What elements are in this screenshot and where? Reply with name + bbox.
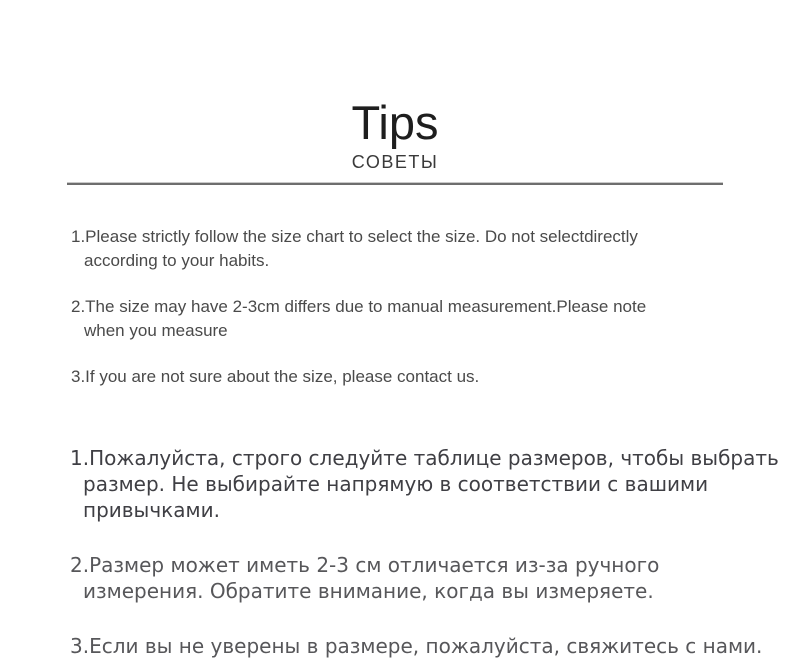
- tip-line: when you measure: [84, 321, 228, 340]
- divider: [67, 182, 723, 185]
- tip-item-en-2: [71, 295, 790, 343]
- tip-item-ru-3: [70, 633, 790, 659]
- tip-line: 3.Если вы не уверены в размере, пожалуйста, свяжитесь с нами.: [70, 634, 763, 658]
- page-title: Tips: [351, 96, 439, 149]
- tip-line: измерения. Обратите внимание, когда вы измеряете.: [83, 579, 654, 603]
- tip-line: 2.Размер может иметь 2-3 см отличается из-за ручного: [70, 553, 660, 577]
- tip-item-en-3: [71, 365, 790, 389]
- page-subtitle: СОВЕТЫ: [351, 152, 439, 172]
- tip-item-ru-1: [70, 445, 790, 523]
- tips-list-en: [71, 225, 790, 389]
- tips-list-ru: [70, 445, 790, 659]
- tip-item-ru-2: [70, 552, 790, 604]
- tip-line: 1.Пожалуйста, строго следуйте таблице размеров, чтобы выбрать: [70, 446, 779, 470]
- tip-line: размер. Не выбирайте напрямую в соответствии с вашими: [83, 472, 709, 496]
- tip-item-en-1: [71, 225, 790, 273]
- tip-line: 3.If you are not sure about the size, please contact us.: [71, 367, 480, 386]
- tip-line: 2.The size may have 2-3cm differs due to manual measurement.Please note: [71, 297, 647, 316]
- tip-line: according to your habits.: [84, 251, 270, 270]
- tip-line: 1.Please strictly follow the size chart to select the size. Do not selectdirectly: [71, 227, 638, 246]
- tip-line: привычками.: [83, 498, 220, 522]
